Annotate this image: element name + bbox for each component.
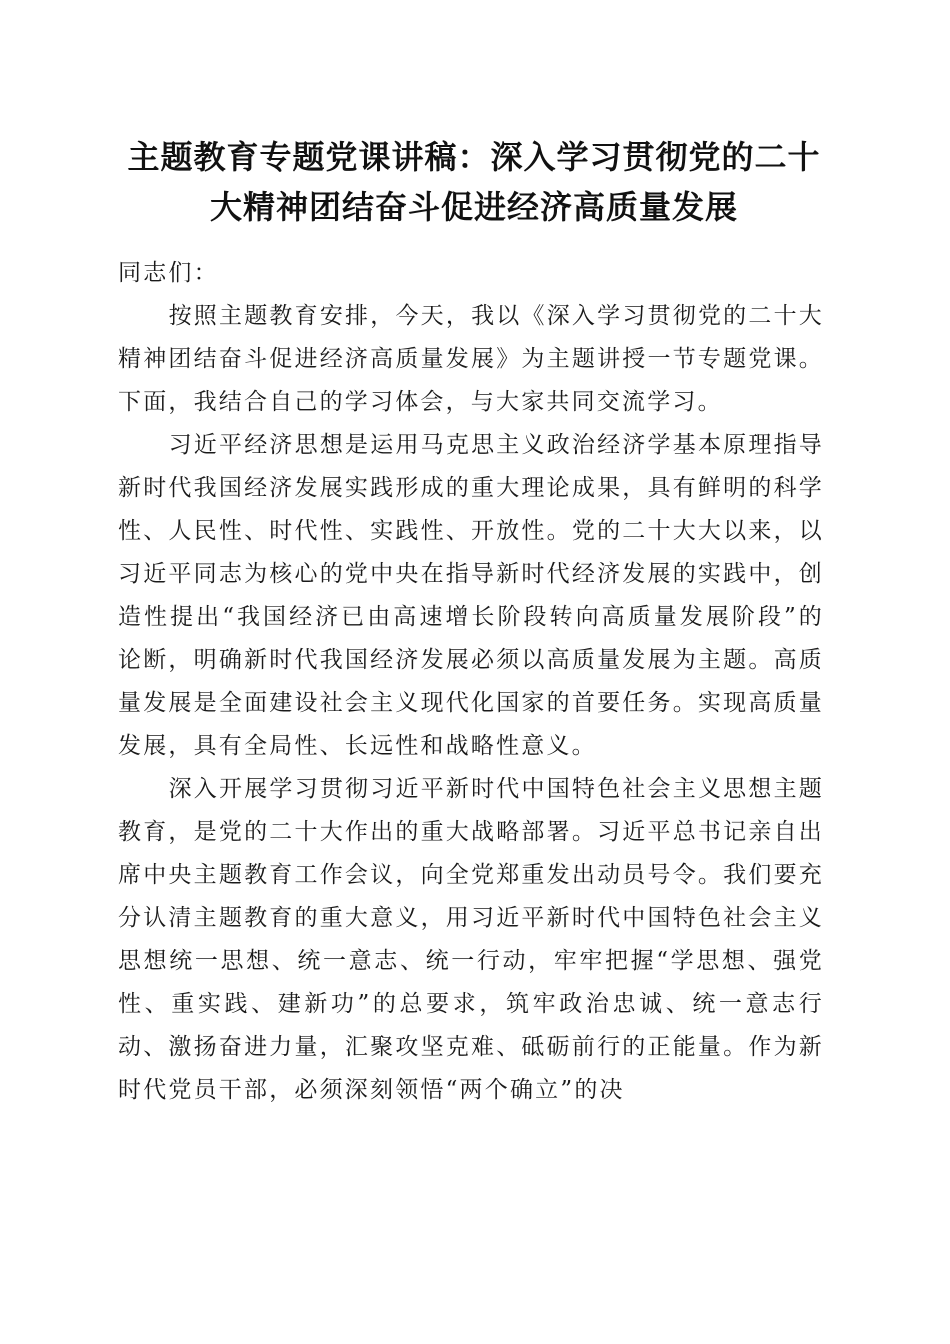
document-body	[118, 252, 824, 1112]
paragraph-3: 深入开展学习贯彻习近平新时代中国特色社会主义思想主题教育，是党的二十大作出的重大战略部署。习近平总书记亲自出席中央主题教育工作会议，向全党郑重发出动员号令。我们要充分认清主题教育的重大意义，用习近平新时代中国特色社会主义思想统一思想、统一意志、统一行动，牢牢把握“学思想、强党性、重实践、建新功”的总要求，筑牢政治忠诚、统一意志行动、激扬奋进力量，汇聚攻坚克难、砥砺前行的正能量。作为新时代党员干部，必须深刻领悟“两个确立”的决	[118, 776, 824, 1103]
document-title: 主题教育专题党课讲稿：深入学习贯彻党的二十大精神团结奋斗促进经济高质量发展	[127, 138, 821, 226]
paragraph-1: 按照主题教育安排，今天，我以《深入学习贯彻党的二十大精神团结奋斗促进经济高质量发展》为主题讲授一节专题党课。下面，我结合自己的学习体会，与大家共同交流学习。	[118, 303, 824, 415]
paragraph-2: 习近平经济思想是运用马克思主义政治经济学基本原理指导新时代我国经济发展实践形成的重大理论成果，具有鲜明的科学性、人民性、时代性、实践性、开放性。党的二十大大以来，以习近平同志为核心的党中央在指导新时代经济发展的实践中，创造性提出“我国经济已由高速增长阶段转向高质量发展阶段”的论断，明确新时代我国经济发展必须以高质量发展为主题。高质量发展是全面建设社会主义现代化国家的首要任务。实现高质量发展，具有全局性、长远性和战略性意义。	[118, 432, 824, 759]
salutation: 同志们：	[118, 260, 219, 286]
